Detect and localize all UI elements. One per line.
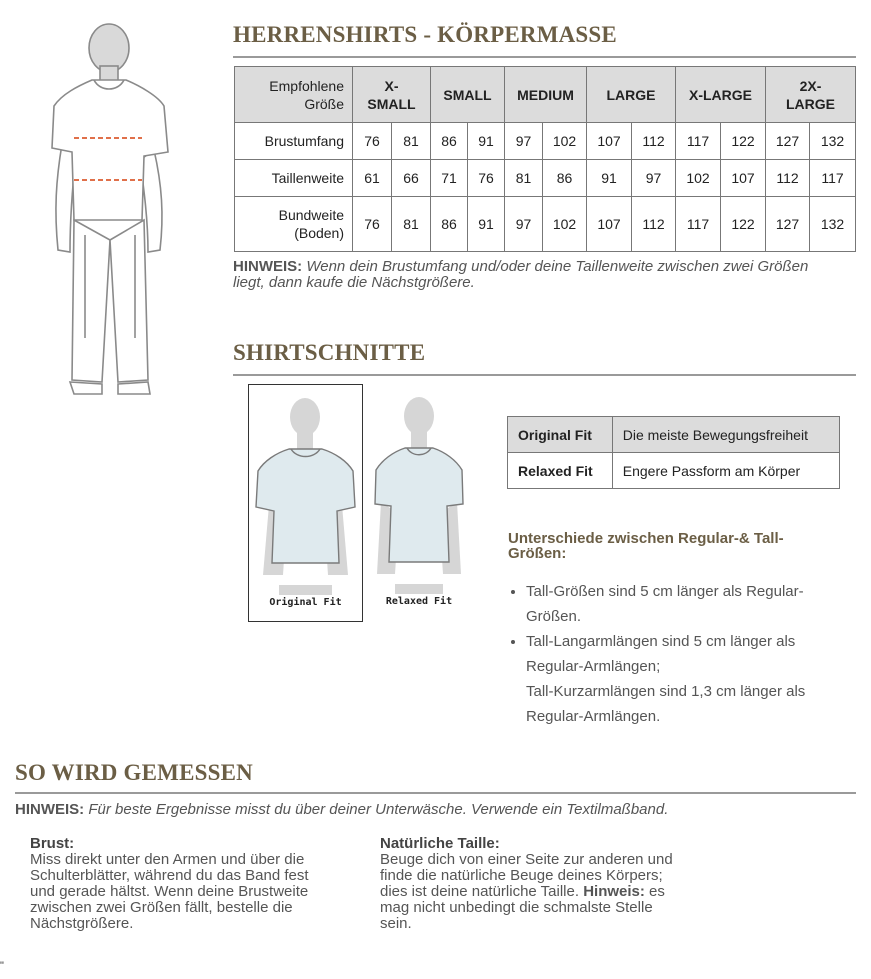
original-fit-figure — [248, 384, 363, 622]
measure-waist-text: Beuge dich von einer Seite zur anderen und finde die natürliche Beuge deines Körpers; dies ist deine natürliche Taille. Hinweis: es mag nicht unbedingt die schmalste Stelle sein. — [380, 851, 673, 932]
size-header-xsmall: X- SMALL — [353, 67, 431, 123]
table-cell: 132 — [810, 197, 856, 252]
table-cell: 102 — [543, 123, 587, 160]
row-label-bundweite: Bundweite (Boden) — [235, 197, 353, 252]
table-cell: 66 — [392, 160, 431, 197]
table-cell: 102 — [676, 160, 721, 197]
size-section-rule — [233, 56, 856, 58]
measure-chest-text: Miss direkt unter den Armen und über die Schulterblätter, während du das Band fest und gerade hältst. Wenn deine Brustweite zwischen zwei Größen fällt, bestelle die Nächstgrößere. — [30, 851, 309, 932]
regular-tall-title: Unterschiede zwischen Regular-& Tall- Größen: — [508, 530, 784, 562]
table-row — [508, 417, 840, 453]
table-cell: 127 — [766, 123, 810, 160]
fit-table — [507, 416, 840, 489]
relaxed-fit-icon — [363, 394, 475, 594]
table-cell: 117 — [810, 160, 856, 197]
table-cell: 86 — [431, 197, 468, 252]
size-header-2xlarge: 2X- LARGE — [766, 67, 856, 123]
row-label-taillenweite: Taillenweite — [235, 160, 353, 197]
measure-section-title: SO WIRD GEMESSEN — [15, 760, 253, 785]
size-note — [233, 259, 863, 291]
regular-tall-list — [508, 579, 866, 729]
size-header-xlarge: X-LARGE — [676, 67, 766, 123]
measure-section-rule — [15, 792, 856, 794]
measure-chest-title: Brust: — [30, 835, 75, 852]
fit-section-title: SHIRTSCHNITTE — [233, 340, 426, 365]
size-header-small: SMALL — [431, 67, 505, 123]
table-cell: 122 — [721, 123, 766, 160]
original-fit-caption: Original Fit — [269, 597, 342, 608]
table-cell: 61 — [353, 160, 392, 197]
size-header-medium: MEDIUM — [505, 67, 587, 123]
table-row — [235, 123, 856, 160]
table-cell: 117 — [676, 197, 721, 252]
table-cell: 71 — [431, 160, 468, 197]
size-table — [234, 66, 856, 252]
measure-waist-title: Natürliche Taille: — [380, 835, 500, 852]
table-cell: 107 — [587, 197, 632, 252]
fit-name: Relaxed Fit — [508, 453, 613, 489]
measure-note — [15, 802, 855, 818]
table-cell: 112 — [632, 123, 676, 160]
size-table-header-label: Empfohlene Größe — [235, 67, 353, 123]
table-cell: 76 — [468, 160, 505, 197]
table-row — [235, 197, 856, 252]
measure-waist — [380, 835, 720, 932]
table-cell: 86 — [431, 123, 468, 160]
relaxed-fit-caption: Relaxed Fit — [385, 596, 453, 607]
footer-mark: " — [0, 960, 4, 972]
table-cell: 97 — [632, 160, 676, 197]
table-cell: 81 — [392, 197, 431, 252]
table-cell: 76 — [353, 123, 392, 160]
fit-section-rule — [233, 374, 856, 376]
table-cell: 97 — [505, 123, 543, 160]
table-cell: 132 — [810, 123, 856, 160]
original-fit-icon — [249, 395, 362, 595]
measure-chest — [30, 835, 350, 932]
size-note-line1: Wenn dein Brustumfang und/oder deine Taillenweite zwischen zwei Größen — [306, 258, 809, 275]
table-cell: 91 — [468, 197, 505, 252]
size-header-large: LARGE — [587, 67, 676, 123]
fit-description: Engere Passform am Körper — [612, 453, 839, 489]
size-note-label: HINWEIS: — [233, 258, 303, 275]
size-section-title: HERRENSHIRTS - KÖRPERMASSE — [233, 22, 617, 47]
table-cell: 91 — [468, 123, 505, 160]
table-cell: 112 — [766, 160, 810, 197]
table-row — [235, 160, 856, 197]
figure-head — [89, 24, 129, 72]
measure-note-text: Für beste Ergebnisse misst du über deiner Unterwäsche. Verwende ein Textilmaßband. — [88, 801, 669, 818]
table-cell: 81 — [505, 160, 543, 197]
table-cell: 76 — [353, 197, 392, 252]
table-cell: 107 — [587, 123, 632, 160]
table-row — [508, 453, 840, 489]
table-cell: 117 — [676, 123, 721, 160]
table-cell: 112 — [632, 197, 676, 252]
measure-note-label: HINWEIS: — [15, 801, 85, 818]
body-measurement-figure — [40, 20, 190, 405]
table-cell: 91 — [587, 160, 632, 197]
size-note-line2: liegt, dann kaufe die Nächstgrößere. — [233, 274, 475, 291]
table-cell: 107 — [721, 160, 766, 197]
table-cell: 122 — [721, 197, 766, 252]
row-label-brustumfang: Brustumfang — [235, 123, 353, 160]
table-cell: 86 — [543, 160, 587, 197]
table-cell: 127 — [766, 197, 810, 252]
fit-name: Original Fit — [508, 417, 613, 453]
list-item: • Tall-Langarmlängen sind 5 cm länger als Regular-Armlängen; Tall-Kurzarmlängen sind 1,3 cm länger als Regular-Armlängen. — [526, 629, 866, 729]
table-cell: 97 — [505, 197, 543, 252]
fit-description: Die meiste Bewegungsfreiheit — [612, 417, 839, 453]
table-cell: 81 — [392, 123, 431, 160]
relaxed-fit-figure — [363, 384, 475, 622]
table-cell: 102 — [543, 197, 587, 252]
list-item: • Tall-Größen sind 5 cm länger als Regular- Größen. — [526, 579, 866, 629]
